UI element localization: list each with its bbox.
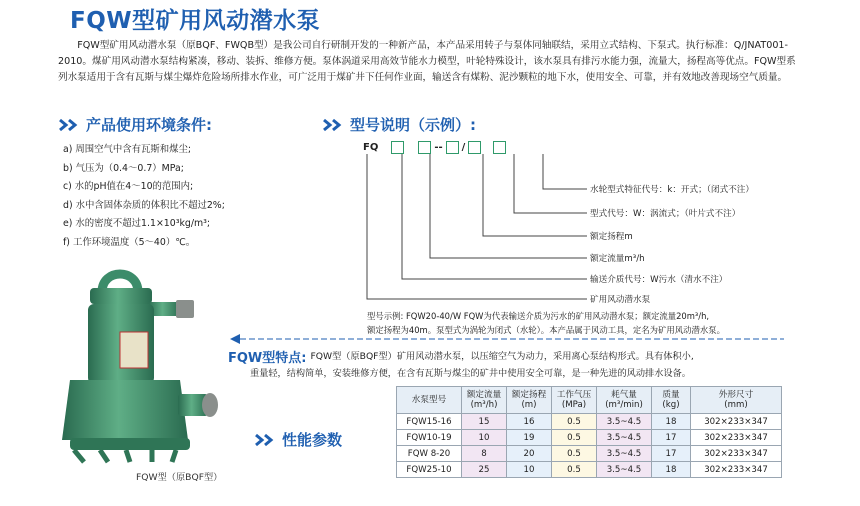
pump-illustration [30, 262, 240, 470]
env-item: b) 气压为（0.4～0.7）MPa; [63, 162, 184, 174]
label-type: 型式代号：W：涡流式；（叶片式不注） [590, 209, 741, 219]
table-cell: 3.5~4.5 [597, 430, 652, 446]
env-item: f) 工作环境温度（5～40）℃。 [63, 236, 196, 248]
model-code [363, 141, 509, 154]
model-diagram [355, 141, 785, 326]
table-cell: 20 [507, 446, 552, 462]
env-item: d) 水中含固体杂质的体积比不超过2%; [63, 199, 225, 211]
table-cell: 3.5~4.5 [597, 446, 652, 462]
double-chevron-icon [254, 433, 276, 447]
env-heading [58, 114, 212, 135]
features-title: FQW型特点: [228, 351, 307, 366]
model-prefix: FQ [363, 142, 379, 153]
table-cell: 302×233×347 [691, 414, 782, 430]
model-heading-text: 型号说明（示例）: [350, 116, 476, 134]
features-text-2: 重量轻，结构简单，安装维修方便，在含有瓦斯与煤尘的矿井中使用安全可靠，是一种先进的风动排水设备。 [250, 368, 691, 379]
model-example-2: 额定扬程为40m。泵型式为涡轮为闭式（水轮）。本产品属于风动工具，定名为矿用风动潜水泵。 [367, 325, 725, 335]
perf-heading [254, 429, 342, 450]
model-example-1: 型号示例: FQW20-40/W FQW为代表输送介质为污水的矿用风动潜水泵；额定流量20m³/h, [367, 311, 710, 321]
table-cell: 17 [652, 430, 691, 446]
table-row [397, 462, 782, 478]
table-cell: 0.5 [552, 430, 597, 446]
table-cell: 18 [652, 462, 691, 478]
code-box [493, 141, 506, 154]
page-title: FQW型矿用风动潜水泵 [70, 8, 321, 34]
table-cell: 18 [652, 414, 691, 430]
code-box [418, 141, 431, 154]
code-box [446, 141, 459, 154]
table-row [397, 414, 782, 430]
table-cell: 302×233×347 [691, 430, 782, 446]
pump-caption: FQW型（原BQF型） [136, 472, 223, 483]
code-box [468, 141, 481, 154]
th-flow: 额定流量 (m³/h) [462, 387, 507, 414]
th-model: 水泵型号 [397, 387, 462, 414]
table-cell: FQW25-10 [397, 462, 462, 478]
arrow-divider [228, 333, 788, 345]
th-pressure: 工作气压 (MPa) [552, 387, 597, 414]
table-row [397, 446, 782, 462]
env-heading-text: 产品使用环境条件: [86, 116, 212, 134]
table-cell: 0.5 [552, 414, 597, 430]
code-slash: / [461, 142, 466, 153]
perf-heading-text: 性能参数 [282, 431, 343, 449]
table-cell: 8 [462, 446, 507, 462]
model-leader-lines [355, 141, 785, 326]
table-cell: FQW15-16 [397, 414, 462, 430]
double-chevron-icon [322, 118, 344, 132]
double-chevron-icon [58, 118, 80, 132]
table-cell: 3.5~4.5 [597, 462, 652, 478]
table-cell: 19 [507, 430, 552, 446]
env-item: c) 水的pH值在4～10的范围内; [63, 181, 194, 192]
model-heading [322, 114, 476, 135]
th-air: 耗气量 (m³/min) [597, 387, 652, 414]
th-dimensions: 外形尺寸 (mm) [691, 387, 782, 414]
table-cell: 0.5 [552, 446, 597, 462]
table-cell: 16 [507, 414, 552, 430]
th-mass: 质量 (kg) [652, 387, 691, 414]
label-head: 额定扬程m [590, 232, 633, 242]
table-cell: 302×233×347 [691, 462, 782, 478]
env-item: a) 周围空气中含有瓦斯和煤尘; [63, 144, 192, 155]
label-medium: 输送介质代号：W污水（清水不注） [590, 275, 728, 285]
label-flow: 额定流量m³/h [590, 254, 645, 264]
table-cell: 0.5 [552, 462, 597, 478]
table-cell: 25 [462, 462, 507, 478]
label-impeller: 水轮型式特征代号：k：开式；（闭式不注） [590, 185, 754, 195]
env-item: e) 水的密度不超过1.1×10³kg/m³; [63, 218, 211, 229]
spec-table [396, 386, 782, 478]
table-cell: 3.5~4.5 [597, 414, 652, 430]
table-cell: 10 [462, 430, 507, 446]
table-cell: 17 [652, 446, 691, 462]
table-cell: FQW 8-20 [397, 446, 462, 462]
env-list [63, 141, 225, 252]
code-dash: -- [434, 142, 443, 153]
intro-paragraph [58, 38, 798, 86]
table-cell: 10 [507, 462, 552, 478]
table-cell: 15 [462, 414, 507, 430]
intro-text: FQW型矿用风动潜水泵（原BQF、FWQB型）是我公司自行研制开发的一种新产品，本产品采用转子与泵体同轴联结，采用立式结构、下泵式。执行标准：Q/JNAT001-2010。煤矿用风动潜水泵结构紧凑，移动、装拆、维修方便。泵体涡道采用高效节能水力模型，叶轮特殊设计，该水泵具有排污水能力强，流量大，扬程高等优点。FQW型系列水泵适用于含有瓦斯与煤尘爆炸危险场所排水作业，可广泛用于煤矿井下任何作业面，输送含有煤粉、泥沙颗粒的地下水，使用安全、可靠，并有效地改善现场空气质量。 [58, 40, 796, 83]
table-cell: FQW10-19 [397, 430, 462, 446]
table-row [397, 430, 782, 446]
code-box [391, 141, 404, 154]
table-header-row [397, 387, 782, 414]
label-name: 矿用风动潜水泵 [590, 295, 651, 305]
table-cell: 302×233×347 [691, 446, 782, 462]
features-block [228, 337, 788, 382]
features-text-1: FQW型（原BQF型）矿用风动潜水泵，以压缩空气为动力，采用离心泵结构形式。具有体积小, [310, 350, 694, 362]
th-head: 额定扬程 (m) [507, 387, 552, 414]
